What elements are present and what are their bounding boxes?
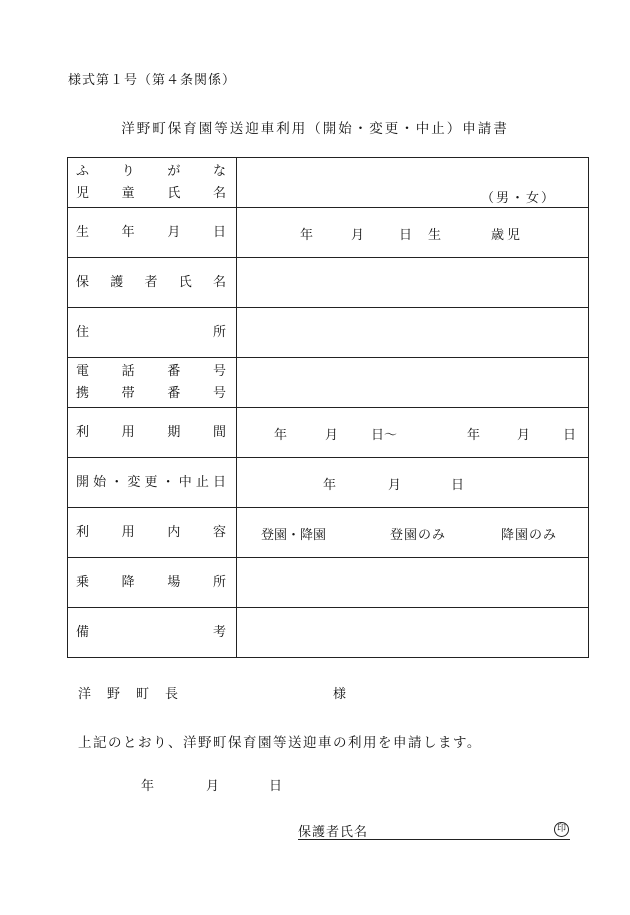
statement-text: 上記のとおり、洋野町保育園等送迎車の利用を申請します。: [78, 735, 482, 751]
content-field: [237, 508, 589, 558]
address-label: 住所: [76, 324, 226, 340]
period-end-day: 日: [563, 428, 577, 443]
change-year-unit: 年: [323, 478, 337, 493]
birth-day-unit: 日: [399, 228, 413, 243]
form-number: 様式第１号（第４条関係）: [68, 73, 237, 88]
label-cell: [68, 308, 237, 358]
period-start-year: 年: [274, 428, 288, 443]
table-row-change-date: [68, 458, 589, 508]
address-field[interactable]: [237, 308, 589, 358]
signature-line[interactable]: [298, 821, 570, 840]
remarks-label: 備考: [76, 624, 226, 640]
stop-field[interactable]: [237, 558, 589, 608]
stop-label: 乗降場所: [76, 574, 226, 590]
age-unit: 歳児: [491, 228, 524, 243]
change-date-field[interactable]: [237, 458, 589, 508]
document-title: 洋野町保育園等送迎車利用（開始・変更・中止）申請書: [121, 121, 509, 137]
label-cell: [68, 358, 237, 408]
seal-mark: 印: [554, 822, 569, 837]
change-date-label: 開始・変更・中止日: [76, 474, 226, 490]
table-row-remarks: [68, 608, 589, 658]
signature-label: 保護者氏名: [298, 825, 369, 840]
application-table: [67, 157, 589, 658]
mobile-label: 携帯番号: [76, 385, 226, 401]
birth-sei-unit: 生: [428, 228, 442, 243]
furigana-label: ふりがな: [76, 163, 226, 179]
period-field[interactable]: [237, 408, 589, 458]
content-label: 利用内容: [76, 524, 226, 540]
label-cell: [68, 208, 237, 258]
label-cell: [68, 458, 237, 508]
label-cell: [68, 408, 237, 458]
remarks-field[interactable]: [237, 608, 589, 658]
label-cell: [68, 558, 237, 608]
change-day-unit: 日: [451, 478, 465, 493]
label-cell: [68, 258, 237, 308]
period-label: 利用期間: [76, 424, 226, 440]
table-row-period: [68, 408, 589, 458]
table-row-address: [68, 308, 589, 358]
guardian-label: 保護者氏名: [76, 274, 226, 290]
gender-choice[interactable]: （男・女）: [481, 191, 557, 206]
birthdate-field[interactable]: [237, 208, 589, 258]
table-row-phone: [68, 358, 589, 408]
table-row-child-name: [68, 158, 589, 208]
birth-month-unit: 月: [351, 228, 365, 243]
table-row-stop: [68, 558, 589, 608]
content-option-both[interactable]: 登園・降園: [261, 528, 327, 543]
content-option-pickup[interactable]: 降園のみ: [501, 528, 558, 543]
period-start-day: 日～: [371, 428, 398, 443]
label-cell: [68, 508, 237, 558]
phone-label: 電話番号: [76, 363, 226, 379]
addressee-name: 洋野町長: [78, 687, 195, 702]
child-name-field[interactable]: [237, 158, 589, 208]
table-row-content: [68, 508, 589, 558]
period-end-month: 月: [517, 428, 531, 443]
child-name-label: 児童氏名: [76, 185, 226, 201]
guardian-field[interactable]: [237, 258, 589, 308]
addressee-honorific: 様: [333, 687, 347, 702]
label-cell: [68, 608, 237, 658]
table-row-guardian: [68, 258, 589, 308]
birthdate-label: 生年月日: [76, 224, 226, 240]
date-day-unit: 日: [269, 779, 283, 794]
period-start-month: 月: [325, 428, 339, 443]
change-month-unit: 月: [388, 478, 402, 493]
table-row-birthdate: [68, 208, 589, 258]
birth-year-unit: 年: [300, 228, 314, 243]
content-option-dropoff[interactable]: 登園のみ: [390, 528, 447, 543]
phone-field[interactable]: [237, 358, 589, 408]
label-cell: [68, 158, 237, 208]
date-year-unit: 年: [141, 779, 155, 794]
date-month-unit: 月: [206, 779, 220, 794]
period-end-year: 年: [467, 428, 481, 443]
